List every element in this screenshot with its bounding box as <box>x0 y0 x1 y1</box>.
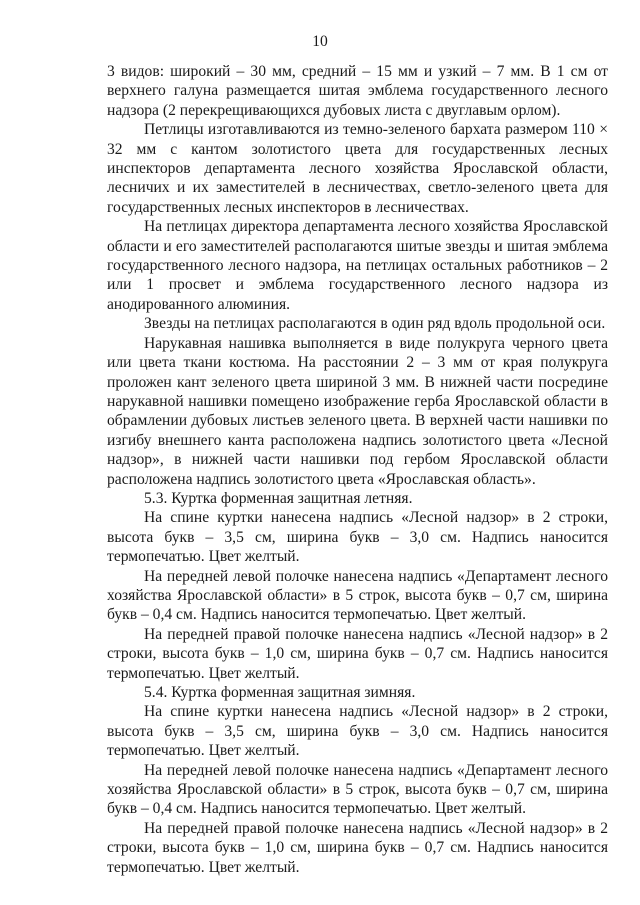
paragraph: Звезды на петлицах располагаются в один ряд вдоль продольной оси. <box>144 315 606 333</box>
section-heading: 5.4. Куртка форменная защитная зимняя. <box>144 684 416 701</box>
paragraph: На петлицах директора департамента лесного хозяйства Ярославской области и его заместителей располагаются шитые звезды и шитая эмблема государственного лесного надзора, на петлицах остальных работников – 2 или 1 просвет и эмблема государственного лесного надзора из анодированного алюминия. <box>107 218 608 313</box>
document-body <box>107 62 608 877</box>
paragraph: На передней левой полочке нанесена надпись «Департамент лесного хозяйства Ярославской области» в 5 строк, высота букв – 0,7 см, ширина букв – 0,4 см. Надпись наносится термопечатью. Цвет желтый. <box>107 761 608 818</box>
paragraph: 3 видов: широкий – 30 мм, средний – 15 мм и узкий – 7 мм. В 1 см от верхнего галуна размещается шитая эмблема государственного лесного надзора (2 перекрещивающихся дубовых листа с двуглавым орлом). <box>107 63 608 119</box>
paragraph: Нарукавная нашивка выполняется в виде полукруга черного цвета или цвета ткани костюма. На расстоянии 2 – 3 мм от края полукруга проложен кант зеленого цвета шириной 3 мм. В нижней части посредине нарукавной нашивки помещено изображение герба Ярославской области в обрамлении дубовых листьев зеленого цвета. В верхней части нашивки по изгибу внешнего канта расположена надпись золотистого цвета «Лесной надзор», в нижней части нашивки под гербом Ярославской области расположена надпись золотистого цвета «Ярославская область». <box>107 334 608 488</box>
paragraph: На спине куртки нанесена надпись «Лесной надзор» в 2 строки, высота букв – 3,5 см, ширина букв – 3,0 см. Надпись наносится термопечатью. Цвет желтый. <box>107 509 608 566</box>
paragraph: На спине куртки нанесена надпись «Лесной надзор» в 2 строки, высота букв – 3,5 см, ширина букв – 3,0 см. Надпись наносится термопечатью. Цвет желтый. <box>107 703 608 760</box>
paragraph: На передней левой полочке нанесена надпись «Департамент лесного хозяйства Ярославской области» в 5 строк, высота букв – 0,7 см, ширина букв – 0,4 см. Надпись наносится термопечатью. Цвет желтый. <box>107 567 608 624</box>
page-number: 10 <box>312 33 328 50</box>
paragraph: На передней правой полочке нанесена надпись «Лесной надзор» в 2 строки, высота букв – 1,0 см, ширина букв – 0,7 см. Надпись наносится термопечатью. Цвет желтый. <box>107 625 608 682</box>
paragraph: На передней правой полочке нанесена надпись «Лесной надзор» в 2 строки, высота букв – 1,0 см, ширина букв – 0,7 см. Надпись наносится термопечатью. Цвет желтый. <box>107 819 608 876</box>
paragraph: Петлицы изготавливаются из темно-зеленого бархата размером 110 × 32 мм с кантом золотистого цвета для государственных лесных инспекторов департамента лесного хозяйства Ярославской области, лесничих и их заместителей в лесничествах, светло-зеленого цвета для государственных лесных инспекторов в лесничествах. <box>107 121 608 216</box>
section-heading: 5.3. Куртка форменная защитная летняя. <box>144 489 413 507</box>
